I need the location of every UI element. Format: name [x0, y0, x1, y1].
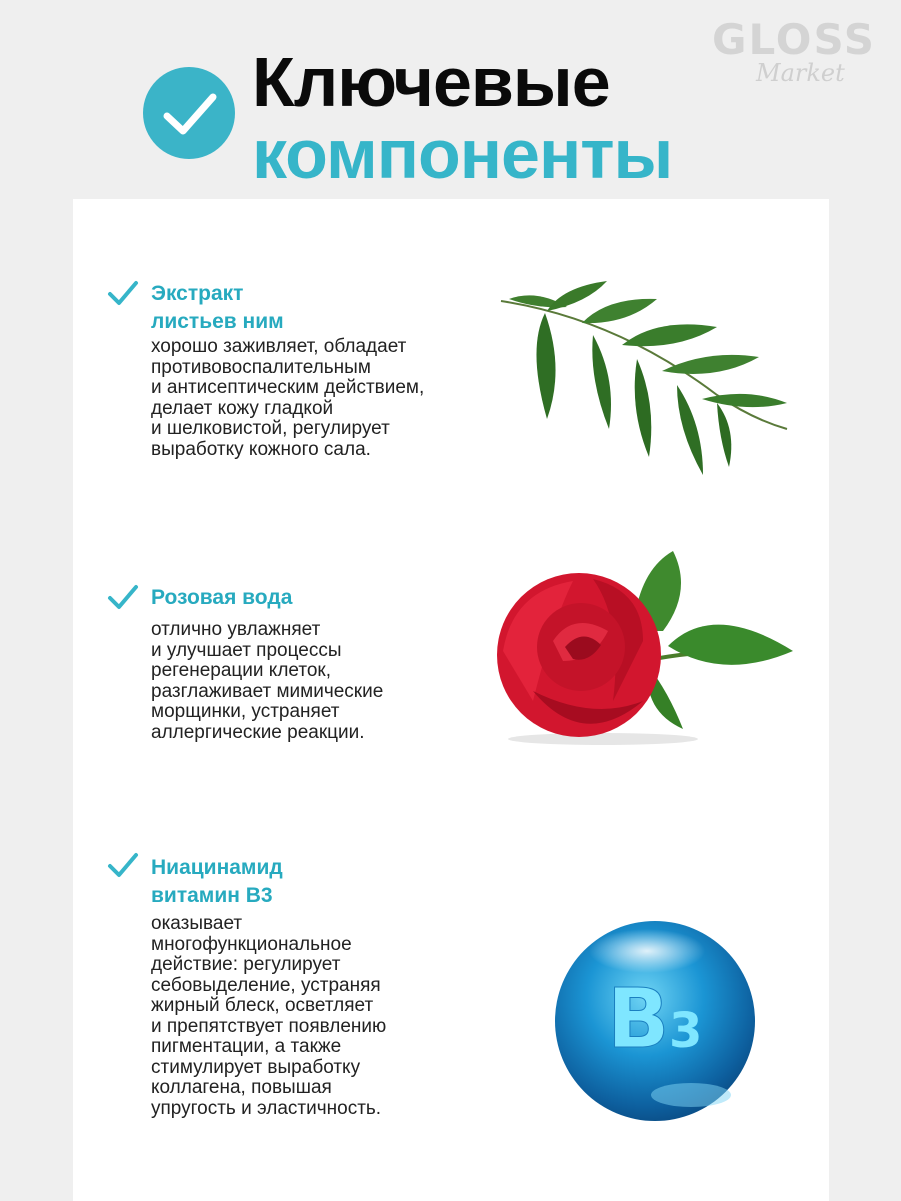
- brand-name: GLOSS: [712, 15, 877, 64]
- red-rose-icon: [493, 551, 803, 751]
- checkmark-icon: [107, 279, 139, 307]
- ingredient-description: отлично увлажняет и улучшает процессы регенерации клеток, разглаживает мимические морщинки, устраняет аллергические реакции.: [151, 619, 384, 743]
- content-card: [73, 199, 829, 1201]
- vitamin-b3-sphere-icon: [551, 917, 759, 1125]
- ingredient-description: хорошо заживляет, обладает противовоспалительным и антисептическим действием, делает кожу гладкой и шелковистой, регулирует выработку кожного сала.: [151, 336, 425, 460]
- checkmark-icon: [107, 851, 139, 879]
- page-title-line2: компоненты: [252, 115, 673, 193]
- check-badge-icon: [143, 67, 235, 159]
- ingredient-name: Розовая вода: [151, 586, 293, 609]
- ingredient-name: Экстракт листьев ним: [151, 282, 284, 333]
- ingredient-description: оказывает многофункциональное действие: регулирует себовыделение, устраняя жирный блеск, осветляет и препятствует появлению пигментации, а также стимулирует выработку коллагена, повышая упругость и эластичность.: [151, 913, 387, 1119]
- ingredient-name: Ниацинамид витамин B3: [151, 856, 283, 907]
- neem-leaf-icon: [497, 279, 797, 489]
- brand-sub: Market: [756, 59, 845, 87]
- sphere-sub: 3: [669, 1003, 703, 1059]
- page-title-line1: Ключевые: [252, 43, 610, 121]
- brand-logo: [712, 16, 884, 96]
- sphere-label: B: [607, 972, 670, 1067]
- checkmark-icon: [107, 583, 139, 611]
